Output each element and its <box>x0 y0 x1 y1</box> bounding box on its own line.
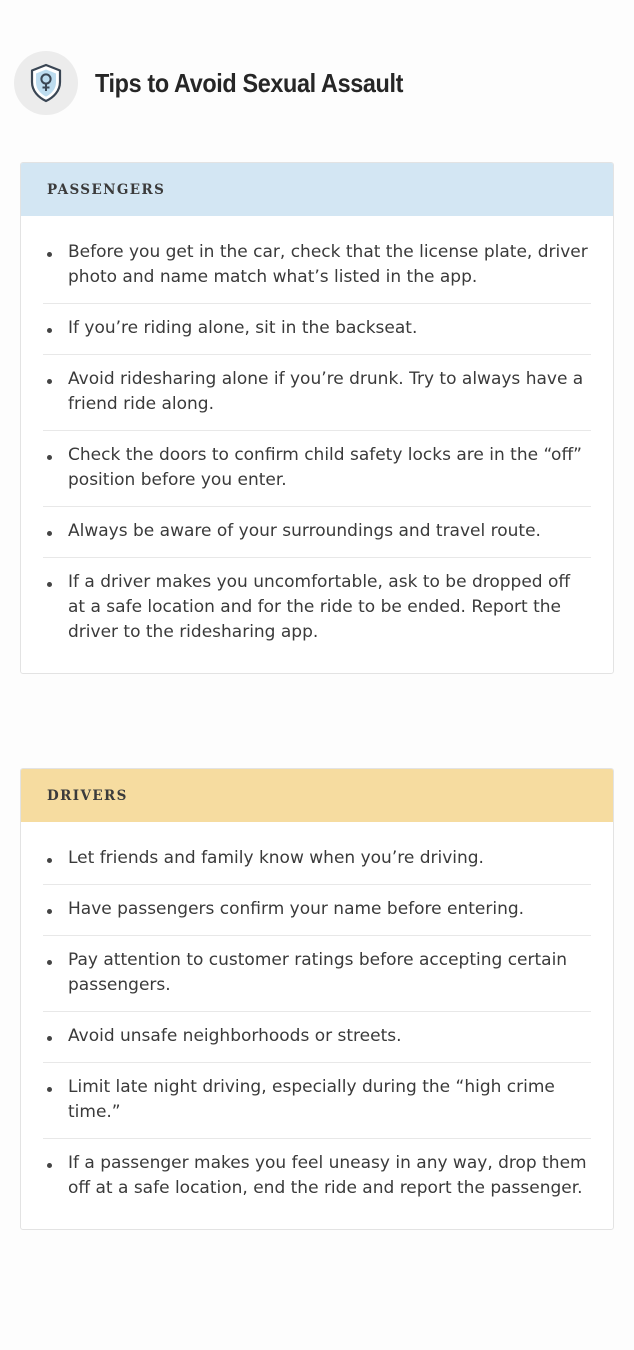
tip-text: If a driver makes you uncomfortable, ask to be dropped off at a safe location and for the ride to be ended. Report the driver to the ridesharing app. <box>68 572 571 642</box>
drivers-card <box>20 768 614 1230</box>
list-item <box>43 936 591 1012</box>
bullet-icon <box>47 531 52 536</box>
bullet-icon <box>47 582 52 587</box>
bullet-icon <box>47 909 52 914</box>
page-title: Tips to Avoid Sexual Assault <box>95 67 404 98</box>
bullet-icon <box>47 379 52 384</box>
list-item <box>43 431 591 507</box>
list-item <box>43 1012 591 1063</box>
tip-text: If you’re riding alone, sit in the backseat. <box>68 318 418 338</box>
tip-text: Avoid unsafe neighborhoods or streets. <box>68 1026 402 1046</box>
list-item <box>43 507 591 558</box>
bullet-icon <box>47 1087 52 1092</box>
bullet-icon <box>47 1036 52 1041</box>
list-item <box>43 355 591 431</box>
bullet-icon <box>47 252 52 257</box>
passengers-card <box>20 162 614 674</box>
shield-female-icon <box>14 51 78 115</box>
tip-text: Let friends and family know when you’re driving. <box>68 848 484 868</box>
tip-text: Avoid ridesharing alone if you’re drunk. Try to always have a friend ride along. <box>68 369 584 414</box>
drivers-tip-list <box>21 822 613 1229</box>
list-item <box>43 304 591 355</box>
bullet-icon <box>47 858 52 863</box>
tip-text: If a passenger makes you feel uneasy in any way, drop them off at a safe location, end the ride and report the passenger. <box>68 1153 587 1198</box>
tip-text: Pay attention to customer ratings before accepting certain passengers. <box>68 950 568 995</box>
list-item <box>43 846 591 885</box>
bullet-icon <box>47 960 52 965</box>
bullet-icon <box>47 455 52 460</box>
list-item <box>43 240 591 304</box>
list-item <box>43 1139 591 1209</box>
bullet-icon <box>47 1163 52 1168</box>
passengers-tip-list <box>21 216 613 673</box>
drivers-header: DRIVERS <box>21 769 613 822</box>
tip-text: Before you get in the car, check that the license plate, driver photo and name match what’s listed in the app. <box>68 242 588 287</box>
tip-text: Limit late night driving, especially during the “high crime time.” <box>68 1077 555 1122</box>
bullet-icon <box>47 328 52 333</box>
tip-text: Check the doors to confirm child safety locks are in the “off” position before you enter. <box>68 445 582 490</box>
passengers-header: PASSENGERS <box>21 163 613 216</box>
page-header <box>14 50 437 116</box>
tip-text: Have passengers confirm your name before entering. <box>68 899 525 919</box>
list-item <box>43 1063 591 1139</box>
tip-text: Always be aware of your surroundings and travel route. <box>68 521 541 541</box>
list-item <box>43 885 591 936</box>
list-item <box>43 558 591 653</box>
